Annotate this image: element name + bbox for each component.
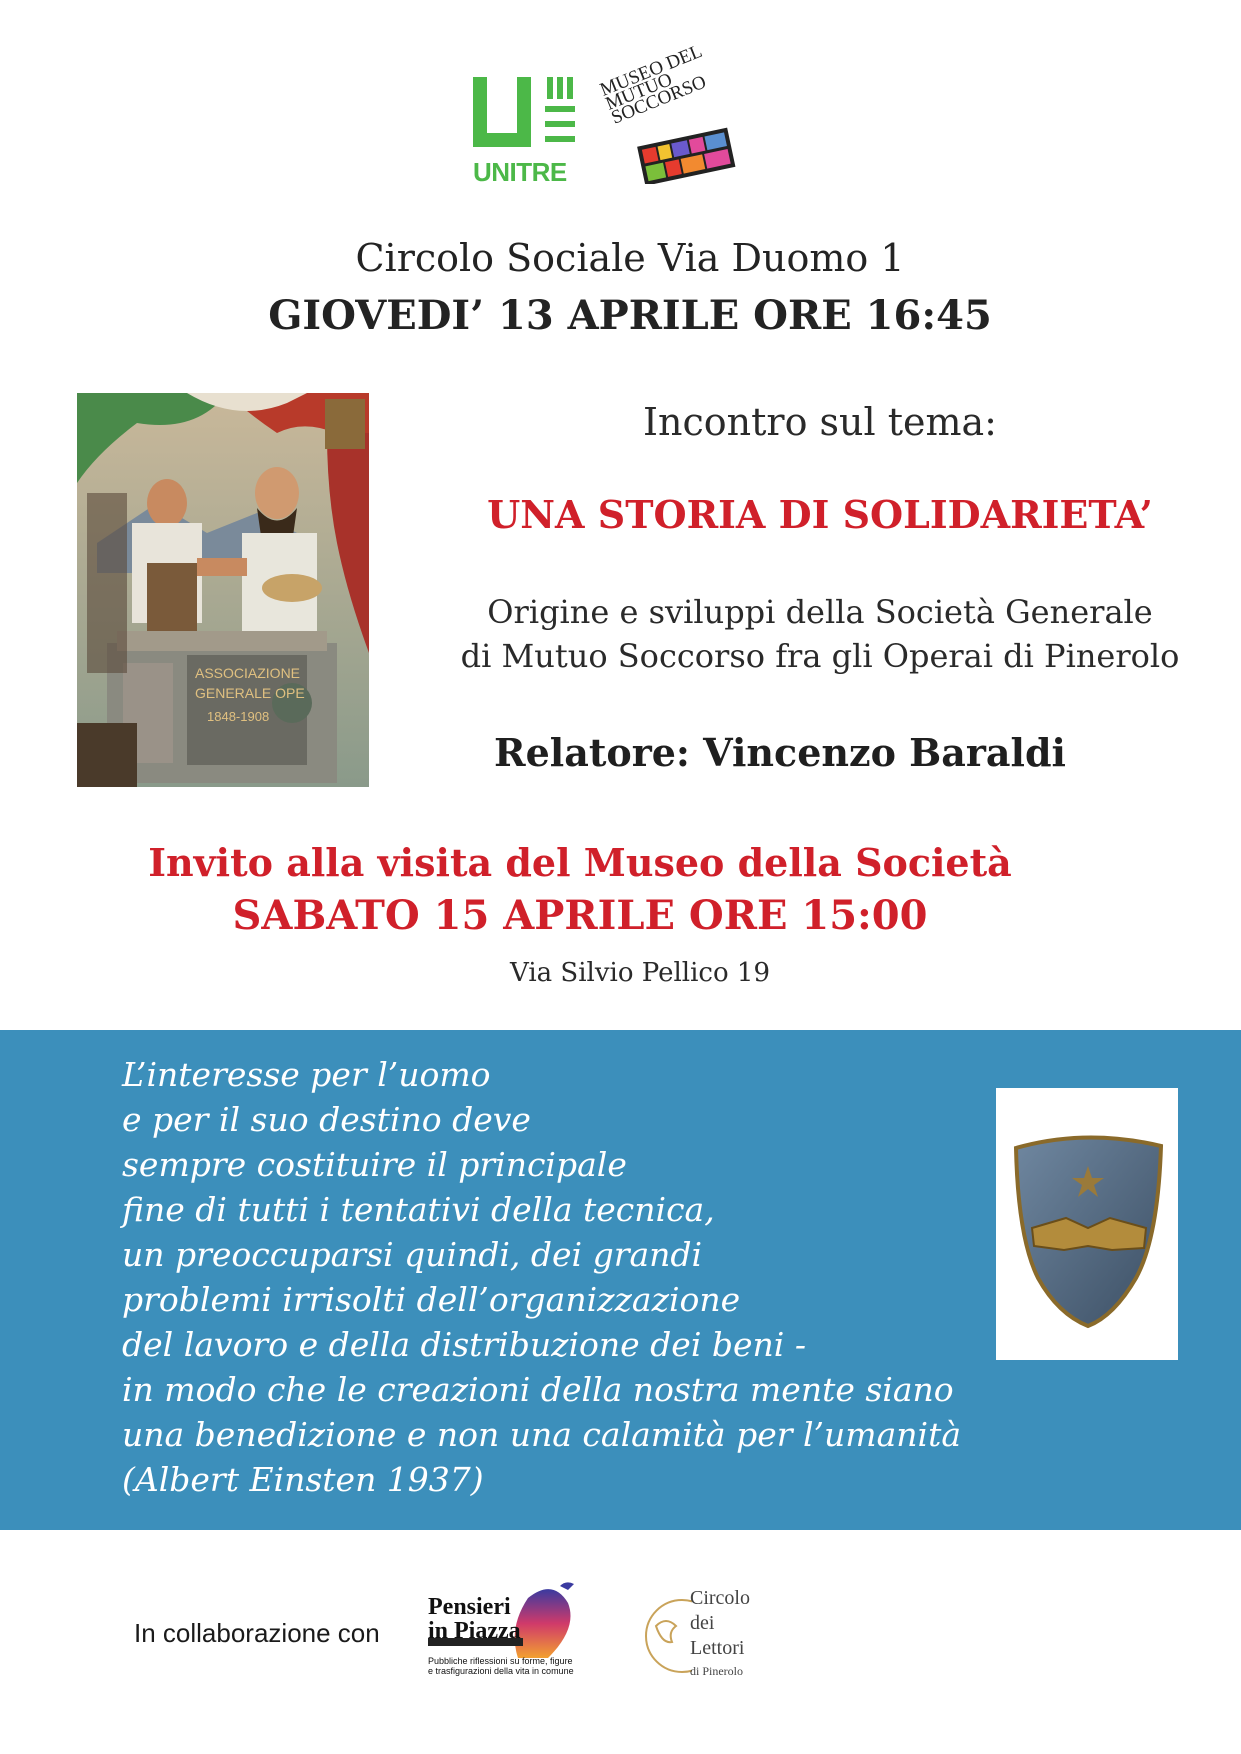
lettori-line-2: dei [690, 1612, 715, 1634]
event-location: Circolo Sociale Via Duomo 1 [355, 236, 905, 280]
visit-address: Via Silvio Pellico 19 [510, 958, 770, 988]
collab-label: In collaborazione con [134, 1618, 380, 1648]
quote-line: sempre costituire il principale [122, 1145, 627, 1184]
quote-line: L’interesse per l’uomo [122, 1055, 491, 1094]
plaque-line-2: GENERALE OPE [195, 685, 305, 701]
museo-logo [597, 41, 742, 184]
unitre-wordmark: UNITRE [473, 157, 567, 187]
plaque-line-1: ASSOCIAZIONE [195, 665, 301, 681]
lettori-city: di Pinerolo [690, 1664, 743, 1678]
event-intro: Incontro sul tema: [643, 400, 997, 444]
quote-line: e per il suo destino deve [122, 1100, 531, 1139]
lettori-line-3: Lettori [690, 1637, 745, 1659]
painting-illustration [77, 393, 369, 787]
quote-line: del lavoro e della distribuzione dei beni - [122, 1325, 806, 1364]
event-subtitle-line-1: Origine e sviluppi della Società Generale [487, 593, 1153, 631]
pensieri-in-piazza-logo [428, 1578, 588, 1682]
quote-line: un preoccuparsi quindi, dei grandi [122, 1235, 703, 1274]
event-title: UNA STORIA DI SOLIDARIETA’ [487, 492, 1153, 537]
unitre-mark-icon [473, 77, 583, 157]
visit-invite: Invito alla visita del Museo della Società [148, 840, 1012, 885]
pensieri-tagline-1: Pubbliche riflessioni su forme, figure [428, 1656, 573, 1666]
lettori-line-1: Circolo [690, 1587, 750, 1609]
quote-line: problemi irrisolti dell’organizzazione [122, 1280, 741, 1319]
pensieri-line-2: in Piazza [428, 1618, 521, 1644]
quote-line: una benedizione e non una calamità per l’umanità [122, 1415, 962, 1454]
quote-band [0, 1030, 1241, 1530]
poster-painting [77, 393, 369, 787]
museo-wordmark: MUSEO DEL MUTUO SOCCORSO [597, 41, 710, 129]
quote-attribution: (Albert Einsten 1937) [122, 1460, 484, 1499]
lettori-name [690, 1586, 750, 1661]
pensieri-tagline-2: e trasfigurazioni della vita in comune [428, 1666, 574, 1676]
pensieri-tagline [428, 1656, 608, 1676]
event-datetime: GIOVEDI’ 13 APRILE ORE 16:45 [268, 292, 992, 339]
quote-line: fine di tutti i tentativi della tecnica, [122, 1190, 715, 1229]
pensieri-line-1: Pensieri [428, 1594, 511, 1620]
circolo-lettori-logo [642, 1586, 782, 1686]
einstein-quote [122, 1052, 1002, 1502]
unitre-logo [473, 77, 583, 187]
plaque-line-3: 1848-1908 [207, 709, 270, 724]
quote-line: in modo che le creazioni della nostra mente siano [122, 1370, 954, 1409]
event-subtitle-line-2: di Mutuo Soccorso fra gli Operai di Pinerolo [460, 637, 1180, 675]
lettori-emblem-icon [642, 1586, 692, 1686]
event-speaker: Relatore: Vincenzo Baraldi [494, 730, 1066, 775]
shield-handshake-icon [996, 1088, 1178, 1360]
shield-frame [996, 1088, 1178, 1360]
visit-datetime: SABATO 15 APRILE ORE 15:00 [232, 892, 928, 939]
event-subtitle [420, 590, 1220, 678]
